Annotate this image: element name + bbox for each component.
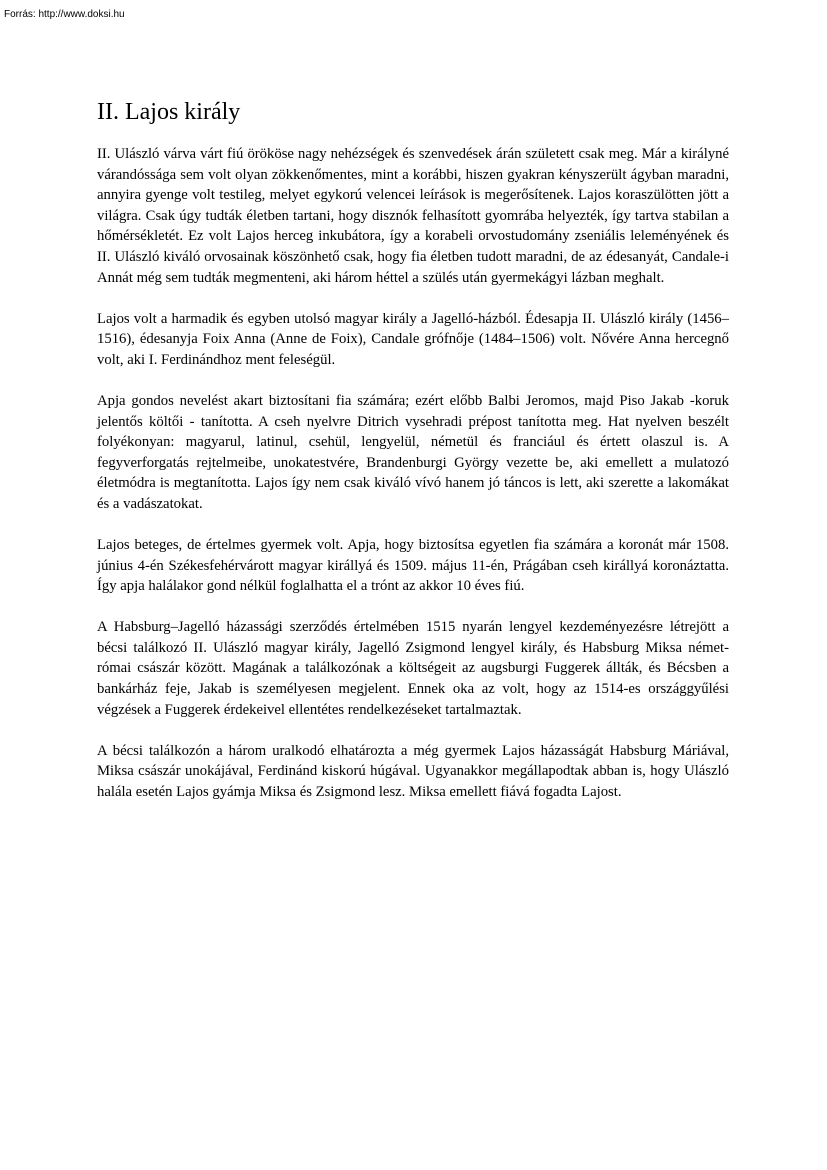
paragraph-1: II. Ulászló várva várt fiú örököse nagy nehézségek és szenvedések árán született csak meg. Már a királyné várandóssága sem volt olyan zökkenőmentes, mint a korábbi, hiszen gyakran kényszerült ágyban maradni, annyira gyenge volt testileg, melyet egykorú velencei leírások is megerősítenek. Lajos koraszülötten jött a világra. Csak úgy tudták életben tartani, hogy disznók felhasított gyomrába helyezték, így tartva stabilan a hőmérsékletét. Ez volt Lajos herceg inkubátora, így a korabeli orvostudomány zseniális leleményének és II. Ulászló kiváló orvosainak köszönhető csak, hogy fia életben tudott maradni, de az édesanyát, Candale-i Annát még sem tudták megmenteni, aki három héttel a szülés után gyermekágyi lázban meghalt.	[97, 146, 729, 286]
source-label: Forrás: http://www.doksi.hu	[4, 9, 125, 20]
paragraph-5: A Habsburg–Jagelló házassági szerződés értelmében 1515 nyarán lengyel kezdeményezésre létrejött a bécsi találkozó II. Ulászló magyar király, Jagelló Zsigmond lengyel király, és Habsburg Miksa német-római császár között. Magának a találkozónak a költségeit az augsburgi Fuggerek állták, és Bécsben a bankárház feje, Jakab is személyesen megjelent. Ennek oka az volt, hogy az 1514-es országgyűlési végzések a Fuggerek érdekeivel ellentétes rendelkezéseket tartalmaztak.	[97, 619, 729, 718]
page-title: II. Lajos király	[97, 99, 241, 125]
paragraph-3: Apja gondos nevelést akart biztosítani fia számára; ezért előbb Balbi Jeromos, majd Piso Jakab -koruk jelentős költői - tanította. A cseh nyelvre Ditrich vysehradi prépost tanította meg. Hat nyelven beszélt folyékonyan: magyarul, latinul, csehül, lengyelül, németül és franciául és értett olaszul is. A fegyverforgatás rejtelmeibe, unokatestvére, Brandenburgi György vezette be, aki emellett a mulatozó életmódra is megtanította. Lajos így nem csak kiváló vívó hanem jó táncos is lett, aki szerette a lakomákat és a vadászatokat.	[97, 392, 729, 512]
paragraph-2: Lajos volt a harmadik és egyben utolsó magyar király a Jagelló-házból. Édesapja II. Ulászló király (1456–1516), édesanyja Foix Anna (Anne de Foix), Candale grófnője (1484–1506) volt. Nővére Anna hercegnő volt, aki I. Ferdinándhoz ment feleségül.	[97, 310, 729, 368]
paragraph-6: A bécsi találkozón a három uralkodó elhatározta a még gyermek Lajos házasságát Habsburg Máriával, Miksa császár unokájával, Ferdinánd kiskorú húgával. Ugyanakkor megállapodtak abban is, hogy Ulászló halála esetén Lajos gyámja Miksa és Zsigmond lesz. Miksa emellett fiává fogadta Lajost.	[97, 742, 729, 800]
document-body	[97, 97, 729, 823]
paragraph-4: Lajos beteges, de értelmes gyermek volt. Apja, hogy biztosítsa egyetlen fia számára a koronát már 1508. június 4-én Székesfehérvárott magyar királlyá és 1509. május 11-én, Prágában cseh királlyá koronáztatta. Így apja halálakor gond nélkül foglalhatta el a trónt az akkor 10 éves fiú.	[97, 537, 729, 595]
